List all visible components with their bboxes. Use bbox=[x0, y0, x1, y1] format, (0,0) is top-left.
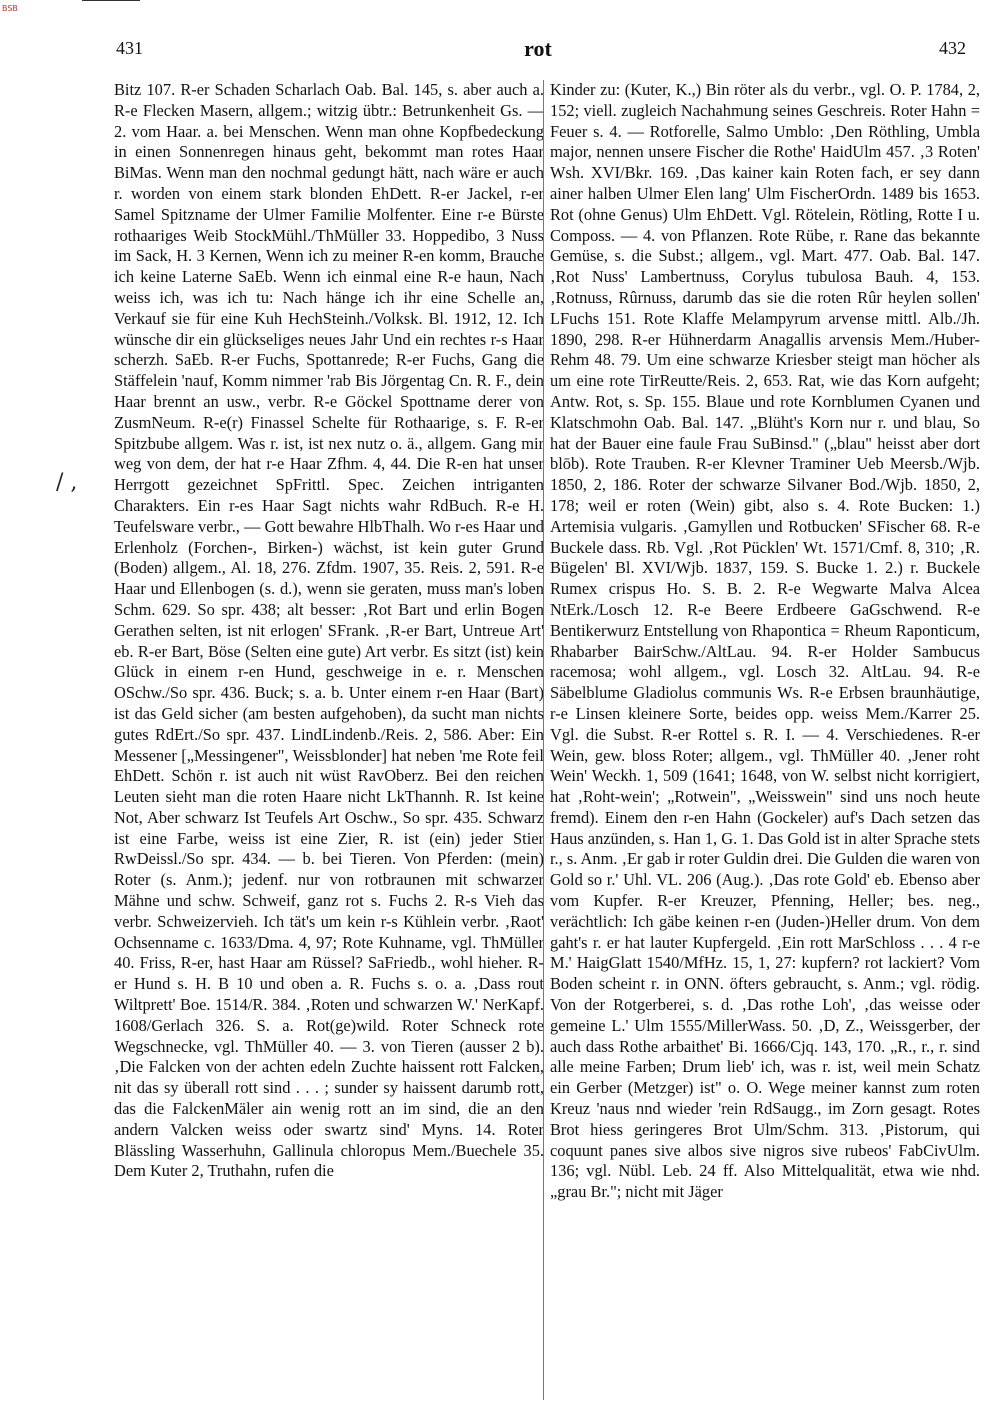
head-word: rot bbox=[524, 36, 552, 61]
column-divider bbox=[543, 80, 544, 1400]
column-left bbox=[114, 80, 544, 1400]
column-right-text: Kinder zu: (Kuter, K.,) Bin röter als du verbr., vgl. O. P. 1784, 2, 152; viell. zugleich Nachahmung seines Geschreis. Roter Hahn = Feuer s. 4. — Rotforelle, Salmo Umblo: ‚Den Röthling, Umbla major, nennen unsere Fischer die Rothe' HaidUlm 457. ‚3 Roten' Wsh. XVI/Bkr. 169. ‚Das kainer kain Roten fach, er sey dann ainer halben Ulmer Elen lang' Ulm FischerOrdn. 1489 bis 1653. Rot (ohne Genus) Ulm EhDett. Vgl. Rötelein, Rötling, Rotte I u. Composs. — 4. von Pflanzen. Rote Rübe, r. Rane das bekannte Gemüse, s. die Subst.; allgem., vgl. Mart. 477. Oab. Bal. 147. ‚Rot Nuss' Lambertnuss, Corylus tubulosa Bauh. 4, 153. ‚Rotnuss, Rûrnuss, darumb das sie die roten Rûr heylen sollen' LFuchs 151. Rote Klaffe Melampyrum arvense mittl. Alb./Jh. 1890, 298. R-er Hühnerdarm Anagallis arvensis Mem./Huber-Rehm 48. 79. Um eine schwarze Kriesber steigt man höcher als um eine rote TirReutte/Reis. 2, 653. Rat, wie das Korn aufgeht; Antw. Rot, s. Sp. 155. Blaue und rote Kornblumen Cyanen und Klatschmohn Oab. Bal. 147. „Blüht's Korn nur r. und blau, So hat der Bauer eine faule Frau SuBinsd." („blau" heisst aber dort blōb). Rote Trauben. R-er Klevner Traminer Ueb Meersb./Wjb. 1850, 2, 186. Roter der schwarze Silvaner Bod./Wjb. 1850, 2, 178; weil er roten (Wein) gibt, also s. 4. Rote Bucken: 1.) Artemisia vulgaris. ‚Gamyllen und Rotbucken' SFischer 68. R-e Buckele dass. Rb. Vgl. ‚Rot Pücklen' Wt. 1571/Cmf. 8, 310; ‚R. Bügelen' Bl. XVI/Wjb. 1837, 159. S. Bucke 1. 2.) r. Buckele Rumex crispus Ho. S. B. 2. R-e Wegwarte Malva Alcea NtErk./Losch 12. R-e Beere Erdbeere GaGschwend. R-e Bentikerwurz Entstellung von Rhapontica = Rheum Raponticum, Rhabarber BairSchw./AltLau. 94. R-er Holder Sambucus racemosa; wohl allgem., vgl. Losch 32. AltLau. 94. R-e Säbelblume Gladiolus communis Ws. R-e Erbsen braunhäutige, r-e Linsen kleinere Sorte, beides opp. weiss Mem./Karrer 25. Vgl. die Subst. R-er Rottel s. R. I. — 4. Verschiedenes. R-er Wein, gew. bloss Roter; allgem., vgl. ThMüller 40. ‚Jener roht Wein' Weckh. 1, 509 (1641; 1648, von W. selbst nicht korrigiert, hat ‚Roht-wein'; „Rotwein", „Weisswein" sind uns noch heute fremd). Einem den r-en Hahn (Gockeler) auf's Dach setzen das Haus anzünden, s. Han 1, G. 1. Das Gold ist in alter Sprache stets r., s. Anm. ‚Er gab ir roter Guldin drei. Die Gulden die waren von Gold so r.' Uhl. VL. 206 (Aug.). ‚Das rote Gold' eb. Ebenso aber vom Kupfer. R-er Kreuzer, Pfenning, Heller; bes. neg., verächtlich: Ich gäbe keinen r-en (Juden-)Heller drum. Von dem gaht's r. er hat lauter Kupfergeld. ‚Ein rott MarSchloss . . . 4 r-e M.' HaigGlatt 1540/MfHz. 15, 1, 27: kupfern? rot lackiert? Vom Boden scheint r. in ONN. öfters gebraucht, s. Anm.; vgl. rödig. Von der Rotgerberei, s. d. ‚Das rothe Loh', ‚das weisse oder gemeine L.' Ulm 1555/MillerWass. 50. ‚D, Z., Weissgerber, der auch dass Rothe arbaithet' Bi. 1666/Cjq. 143, 170. „R., r., r. sind alle meine Farben; Drum lieb' ich, was r. ist, weil mein Schatz ein Gerber (Metzger) ist" o. O. Wege meiner kannst zum roten Kreuz 'naus nnd wieder 'rein RdSaugg., im Zorn gesagt. Rotes Brot hiess geringeres Brot Ulm/Schm. 313. ‚Pistorum, qui coquunt panes sive albos sive nigros sive rubeos' FabCivUlm. 136; vgl. Nübl. Leb. 24 ff. Also Mittelqualität, etwa wie nhd. „grau Br."; nicht mit Jäger bbox=[550, 80, 980, 1202]
page-header bbox=[110, 38, 966, 68]
page-number-left: 431 bbox=[116, 38, 143, 58]
library-stamp: BSB bbox=[2, 4, 18, 13]
page-number-right: 432 bbox=[939, 38, 966, 58]
column-right bbox=[550, 80, 980, 1400]
top-rule bbox=[82, 0, 140, 1]
column-left-text: Bitz 107. R-er Schaden Scharlach Oab. Bal. 145, s. aber auch a. R-e Flecken Masern, allgem.; witzig übtr.: Betrunkenheit Gs. — 2. vom Haar. a. bei Menschen. Wenn man ohne Kopfbedeckung in einen Sonnenregen hinaus geht, bekommt man rotes Haar BiMas. Wenn man den nochmal gedungt hätt, nach wäre er auch r. worden von einem stark blonden EhDett. R-er Jackel, r-er Samel Spitzname der Ulmer Familie Molfenter. Eine r-e Bürste rothaariges Weib StockMühl./ThMüller 33. Hoppedibo, 3 Nuss im Sack, H. 3 Kernen, Wenn ich zu meiner R-en komm, Brauche ich keine Laterne SaEb. Wenn ich einmal eine R-e haun, Nach weiss ich, was ich tu: Nach hänge ich ihr eine Schelle an, Verkauf sie für eine Kuh HechSteinh./Volksk. Bl. 1912, 12. Ich wünsche dir ein glückseliges neues Jahr Und ein rechtes r-s Haar scherzh. SaEb. R-er Fuchs, Spottanrede; R-er Fuchs, Gang die Stäffelein 'nauf, Komm nimmer 'rab Bis Jörgentag Cn. R. F., dein Haar brennt an usw., verbr. R-e Göckel Spottname derer von ZusmNeum. R-e(r) Finassel Schelte für Rothaarige, s. F. R-er Spitzbube allgem. Was r. ist, ist nex nutz o. ä., allgem. Gang mir weg von dem, der hat r-e Haar Zfhm. 4, 44. Die R-en hat unser Herrgott gezeichnet SpFrittl. Spec. Zeichen intriganten Charakters. Ein r-es Haar Sagt nichts wahr RdBuch. R-e H. Teufelsware verbr., — Gott bewahre HlbThalh. Wo r-es Haar und Erlenholz (Forchen-, Birken-) wächst, ist kein guter Grund (Boden) allgem., Al. 18, 276. Zfdm. 1907, 35. Reis. 2, 591. R-e Haar und Ellenbogen (s. d.), wenn sie geraten, muss man's loben Schm. 629. So spr. 438; alt besser: ‚Rot Bart und erlin Bogen Gerathen selten, ist nit erlogen' SFrank. ‚R-er Bart, Untreue Art' eb. R-er Bart, Böse (Selten eine gute) Art verbr. Es sitzt (ist) kein Glück in einem r-en Hund, geschweige in e. r. Menschen OSchw./So spr. 436. Buck; s. a. b. Unter einem r-en Haar (Bart) ist das Geld sicher (am besten aufgehoben), da sucht man nichts gutes RdErt./So spr. 437. LindLindenb./Reis. 2, 586. Aber: Ein Messener [„Messingener", Weissblonder] hat neben 'me Rote feil EhDett. Schön r. ist auch nit wüst RavOberz. Bei den reichen Leuten sieht man die roten Haare nicht LkThannh. R. Ist keine Not, Aber schwarz Ist Teufels Art Oschw., So spr. 435. Schwarz ist eine Farbe, weiss ist eine Zier, R. ist (ein) jeder Stier RwDeissl./So spr. 434. — b. bei Tieren. Von Pferden: (mein) Roter (s. Anm.); jedenf. nur von rotbraunen mit schwarzer Mähne und schw. Schweif, ganz rot s. Fuchs 2. R-s Vieh das verbr. Schweizervieh. Ich tät's um kein r-s Kühlein verbr. ‚Raot' Ochsenname c. 1633/Dma. 4, 97; Rote Kuhname, vgl. ThMüller 40. Friss, R-er, hast Haar am Rüssel? SaFriedb., wohl hieher. R-er Hund s. H. B 10 und oben a. R. Fuchs s. o. a. ‚Dass rout Wiltprett' Boe. 1514/R. 384. ‚Roten und schwarzen W.' NerKapf. 1608/Gerlach 326. S. a. Rot(ge)wild. Roter Schneck rote Wegschnecke, vgl. ThMüller 40. — 3. von Tieren (ausser 2 b). ‚Die Falcken von der achten edeln Zuchte haissent rott Falcken, nit das sy überall rott sind . . . ; sunder sy haissent darumb rott, das die FalckenMäler ain wenig rott an im sind, die an den andern Valcken weiss oder swartz sind' Myns. 14. Roter Blässling Wasserhuhn, Gallinula chloropus Mem./Buechele 35. Dem Kuter 2, Truthahn, rufen die bbox=[114, 80, 544, 1181]
margin-marks: / , bbox=[56, 470, 78, 495]
